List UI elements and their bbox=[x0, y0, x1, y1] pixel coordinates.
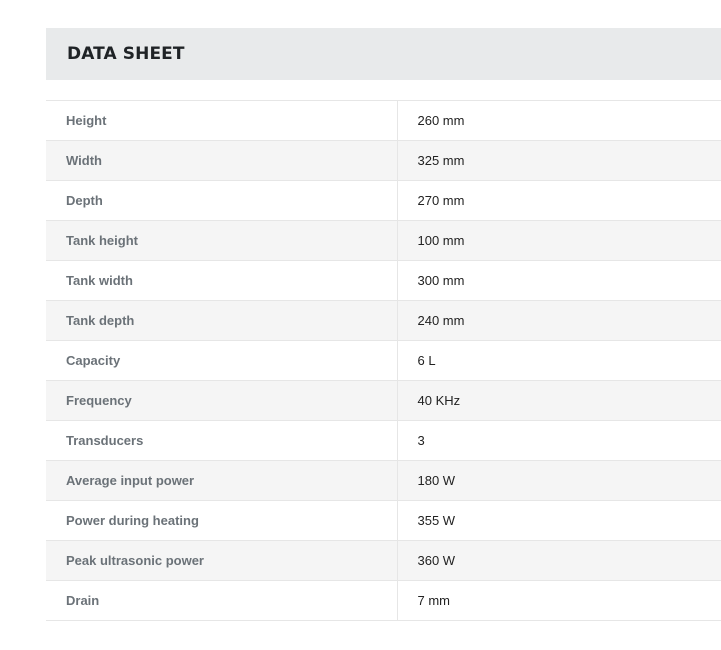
spec-label: Tank height bbox=[46, 221, 397, 261]
spec-label: Transducers bbox=[46, 421, 397, 461]
table-row bbox=[46, 301, 721, 341]
table-row bbox=[46, 501, 721, 541]
spec-value: 40 KHz bbox=[397, 381, 721, 421]
spec-value: 260 mm bbox=[397, 101, 721, 141]
spec-label: Drain bbox=[46, 581, 397, 621]
table-row bbox=[46, 261, 721, 301]
table-row bbox=[46, 541, 721, 581]
spec-label: Power during heating bbox=[46, 501, 397, 541]
table-row bbox=[46, 381, 721, 421]
spec-label: Capacity bbox=[46, 341, 397, 381]
table-row bbox=[46, 341, 721, 381]
spec-label: Width bbox=[46, 141, 397, 181]
spec-value: 7 mm bbox=[397, 581, 721, 621]
spec-value: 6 L bbox=[397, 341, 721, 381]
spec-value: 325 mm bbox=[397, 141, 721, 181]
table-row bbox=[46, 581, 721, 621]
table-row bbox=[46, 221, 721, 261]
table-row bbox=[46, 101, 721, 141]
table-row bbox=[46, 421, 721, 461]
spec-value: 100 mm bbox=[397, 221, 721, 261]
table-row bbox=[46, 461, 721, 501]
spec-label: Frequency bbox=[46, 381, 397, 421]
page-title: DATA SHEET bbox=[67, 44, 185, 64]
spec-value: 270 mm bbox=[397, 181, 721, 221]
spec-value: 300 mm bbox=[397, 261, 721, 301]
spec-label: Peak ultrasonic power bbox=[46, 541, 397, 581]
spec-value: 360 W bbox=[397, 541, 721, 581]
spec-label: Height bbox=[46, 101, 397, 141]
table-row bbox=[46, 181, 721, 221]
spec-value: 355 W bbox=[397, 501, 721, 541]
spec-value: 3 bbox=[397, 421, 721, 461]
spec-value: 240 mm bbox=[397, 301, 721, 341]
table-row bbox=[46, 141, 721, 181]
spec-label: Average input power bbox=[46, 461, 397, 501]
spec-label: Tank depth bbox=[46, 301, 397, 341]
data-sheet-header bbox=[46, 28, 721, 80]
spec-value: 180 W bbox=[397, 461, 721, 501]
spec-label: Tank width bbox=[46, 261, 397, 301]
spec-table bbox=[46, 100, 721, 621]
spec-label: Depth bbox=[46, 181, 397, 221]
